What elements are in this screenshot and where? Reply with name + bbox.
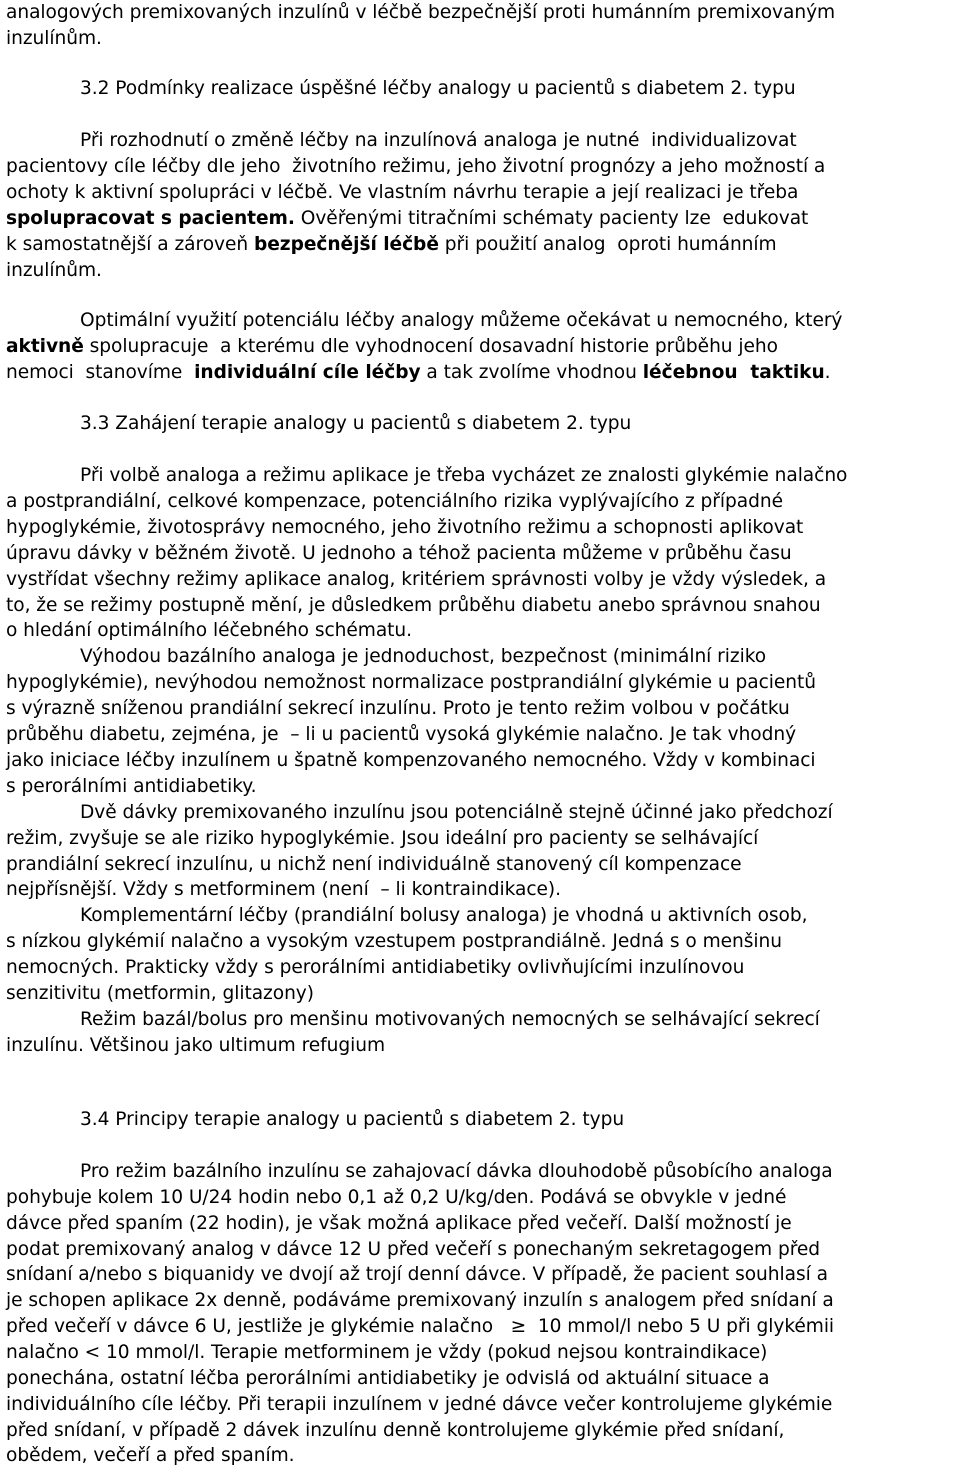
bold-text: léčebnou taktiku xyxy=(642,362,825,383)
text-run: Při rozhodnutí o změně léčby na inzulínová analoga je nutné individualizovat xyxy=(80,130,797,151)
text-line xyxy=(6,0,835,26)
text-line xyxy=(6,334,778,360)
text-run: Pro režim bazálního inzulínu se zahajovací dávka dlouhodobě působícího analoga xyxy=(80,1161,833,1182)
text-line xyxy=(6,852,742,878)
text-line xyxy=(80,463,847,489)
text-line xyxy=(6,826,758,852)
text-line xyxy=(6,1288,834,1314)
text-run: jako iniciace léčby inzulínem u špatně kompenzovaného nemocného. Vždy v kombinaci xyxy=(6,749,816,771)
text-run: dávce před spaním (22 hodin), je však možná aplikace před večeří. Další možností je xyxy=(6,1212,792,1234)
text-line xyxy=(6,206,808,232)
section-heading-3-3: 3.3 Zahájení terapie analogy u pacientů s diabetem 2. typu xyxy=(80,413,632,434)
text-line xyxy=(6,360,831,386)
text-run: senzitivitu (metformin, glitazony) xyxy=(6,983,314,1004)
text-run: inzulínu. Většinou jako ultimum refugium xyxy=(6,1034,386,1056)
text-line xyxy=(6,1185,786,1211)
text-run: před večeří v dávce 6 U, jestliže je glykémie nalačno ≥ 10 mmol/l nebo 5 U při glykémii xyxy=(6,1316,835,1338)
text-line xyxy=(6,258,102,284)
text-run: nemoci stanovíme xyxy=(6,362,195,383)
text-run: s perorálními antidiabetiky. xyxy=(6,775,257,797)
text-run: analogových premixovaných inzulínů v léčbě bezpečnější proti humánním premixovaným xyxy=(6,2,836,23)
section-heading-3-4: 3.4 Principy terapie analogy u pacientů s diabetem 2. typu xyxy=(80,1109,625,1130)
text-run: režim, zvyšuje se ale riziko hypoglykémie. Jsou ideální pro pacienty se selhávající xyxy=(6,827,759,849)
text-run: Výhodou bazálního analoga je jednoduchost, bezpečnost (minimální riziko xyxy=(80,646,767,668)
text-run: hypoglykémie), nevýhodou nemožnost normalizace postprandiální glykémie u pacientů xyxy=(6,672,816,694)
text-run: obědem, večeří a před spaním. xyxy=(6,1445,295,1467)
text-run: Optimální využití potenciálu léčby analogy můžeme očekávat u nemocného, který xyxy=(80,310,843,331)
text-line xyxy=(6,489,783,515)
text-line xyxy=(6,1262,828,1288)
text-run: Režim bazál/bolus pro menšinu motivovaných nemocných se selhávající sekrecí xyxy=(80,1008,820,1030)
text-line xyxy=(80,308,842,334)
bold-text: aktivně xyxy=(6,336,84,357)
text-line xyxy=(80,128,797,154)
text-line xyxy=(80,903,808,929)
text-run: a postprandiální, celkové kompenzace, potenciálního rizika vyplývajícího z případné xyxy=(6,490,783,512)
text-run: . xyxy=(824,362,831,383)
text-line xyxy=(6,515,803,541)
text-line xyxy=(6,618,412,644)
text-run: to, že se režimy postupně mění, je důsledkem průběhu diabetu anebo správnou snahou xyxy=(6,594,821,616)
text-line xyxy=(6,567,826,593)
text-line xyxy=(6,180,798,206)
text-line xyxy=(6,232,777,258)
text-line xyxy=(6,1443,295,1469)
text-run: s výrazně sníženou prandiální sekrecí inzulínu. Proto je tento režim volbou v počátku xyxy=(6,698,790,720)
text-line xyxy=(6,955,744,981)
text-line xyxy=(6,1418,784,1444)
text-run: k samostatnější a zároveň xyxy=(6,234,254,255)
text-run: průběhu diabetu, zejména, je – li u pacientů vysoká glykémie nalačno. Je tak vhodný xyxy=(6,724,797,745)
text-run: hypoglykémie, životosprávy nemocného, jeho životního režimu a schopnosti aplikovat xyxy=(6,516,804,538)
text-run: pacientovy cíle léčby dle jeho životního režimu, jeho životní prognózy a jeho možností a xyxy=(6,156,826,177)
text-run: vystřídat všechny režimy aplikace analog, kritériem správnosti volby je vždy výsledek, a xyxy=(6,568,827,590)
text-run: je schopen aplikace 2x denně, podáváme premixovaný inzulín s analogem před snídaní a xyxy=(6,1290,834,1312)
text-run: nemocných. Prakticky vždy s perorálními antidiabetiky ovlivňujícími inzulínovou xyxy=(6,957,745,979)
text-run: spolupracuje a kterému dle vyhodnocení dosavadní historie průběhu jeho xyxy=(83,336,778,357)
bold-text: bezpečnější léčbě xyxy=(253,234,439,255)
text-line xyxy=(6,1314,834,1340)
text-line xyxy=(80,800,833,826)
text-run: prandiální sekrecí inzulínu, u nichž není individuálně stanovený cíl kompenzace xyxy=(6,853,742,875)
text-run: při použití analog oproti humánním xyxy=(438,234,777,255)
text-run: Při volbě analoga a režimu aplikace je třeba vycházet ze znalosti glykémie nalačno xyxy=(80,465,848,486)
text-run: a tak zvolíme vhodnou xyxy=(420,362,643,383)
section-heading-3-2: 3.2 Podmínky realizace úspěšné léčby analogy u pacientů s diabetem 2. typu xyxy=(80,78,796,99)
text-line xyxy=(80,644,766,670)
text-line xyxy=(6,696,790,722)
text-line xyxy=(80,1007,820,1033)
text-line xyxy=(6,670,816,696)
text-run: ponechána, ostatní léčba perorálními antidiabetiky je odvislá od aktuální situace a xyxy=(6,1367,770,1389)
text-line xyxy=(6,981,314,1007)
text-run: úpravu dávky v běžném životě. U jednoho a téhož pacienta můžeme v průběhu času xyxy=(6,542,792,564)
text-run: inzulínům. xyxy=(6,260,102,281)
text-run: nejpřísnější. Vždy s metforminem (není – li kontraindikace). xyxy=(6,879,561,901)
text-run: o hledání optimálního léčebného schématu. xyxy=(6,620,413,642)
text-line xyxy=(6,154,825,180)
text-line xyxy=(6,26,102,52)
text-line xyxy=(6,1033,385,1059)
text-run: pohybuje kolem 10 U/24 hodin nebo 0,1 až 0,2 U/kg/den. Podává se obvykle v jedné xyxy=(6,1186,787,1208)
text-line xyxy=(6,1392,832,1418)
text-line xyxy=(6,1366,769,1392)
text-line xyxy=(6,593,821,619)
text-line xyxy=(6,877,561,903)
text-line xyxy=(6,1211,792,1237)
text-run: s nízkou glykémií nalačno a vysokým vzestupem postprandiálně. Jedná s o menšinu xyxy=(6,931,782,953)
text-run: Komplementární léčby (prandiální bolusy analoga) je vhodná u aktivních osob, xyxy=(80,905,808,927)
text-run: individuálního cíle léčby. Při terapii inzulínem v jedné dávce večer kontrolujeme glykémie xyxy=(6,1393,833,1415)
bold-text: spolupracovat s pacientem. xyxy=(6,208,295,229)
text-line xyxy=(80,1159,833,1185)
text-run: před snídaní, v případě 2 dávek inzulínu denně kontrolujeme glykémie před snídaní, xyxy=(6,1419,785,1441)
text-line xyxy=(6,541,792,567)
text-line xyxy=(6,722,796,748)
text-run: snídaní a/nebo s biquanidy ve dvojí až trojí denní dávce. V případě, že pacient souhlasí a xyxy=(6,1264,828,1286)
text-line xyxy=(6,774,256,800)
text-run: podat premixovaný analog v dávce 12 U před večeří s ponechaným sekretagogem před xyxy=(6,1238,821,1260)
bold-text: individuální cíle léčby xyxy=(194,362,421,383)
text-line xyxy=(6,748,816,774)
text-run: Ověřenými titračními schématy pacienty lze edukovat xyxy=(294,208,809,229)
text-run: inzulínům. xyxy=(6,28,102,49)
text-line xyxy=(6,1237,820,1263)
text-line xyxy=(6,929,782,955)
text-line xyxy=(6,1340,767,1366)
text-run: Dvě dávky premixovaného inzulínu jsou potenciálně stejně účinné jako předchozí xyxy=(80,801,833,823)
text-run: nalačno < 10 mmol/l. Terapie metforminem je vždy (pokud nejsou kontraindikace) xyxy=(6,1341,768,1363)
text-run: ochoty k aktivní spolupráci v léčbě. Ve vlastním návrhu terapie a její realizaci je třeba xyxy=(6,182,799,203)
